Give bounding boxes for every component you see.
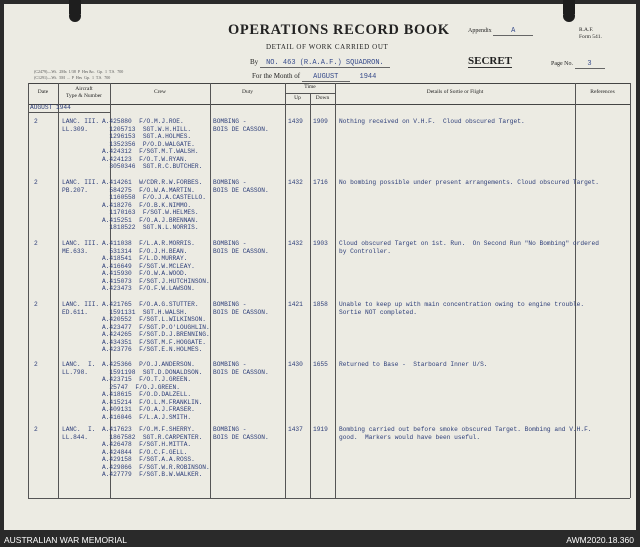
entry-duty: BOMBING - BOIS DE CASSON. <box>213 361 269 376</box>
entry-time-down: 1909 <box>313 118 328 125</box>
entry-crew: A.411038 F/L.A.R.MORRIS. 531314 F/O.J.H.BEAN. A.418541 F/L.D.MURRAY. A.416649 F/SGT.W.MCLEAY. A.415930 F/O.W.A.WOOD. A.415073 F/SGT.J.HUTCHINSON. A.423473 F/O.F.W.LAWSON. <box>102 240 210 292</box>
entry-time-up: 1439 <box>288 118 303 125</box>
col-up: Up <box>294 95 301 101</box>
entry-aircraft: LANC. III. PB.207. <box>62 179 100 194</box>
binder-clip-left <box>69 0 81 14</box>
entry-time-down: 1858 <box>313 301 328 308</box>
entry-aircraft: LANC. III. LL.309. <box>62 118 100 133</box>
rule-down <box>335 83 336 498</box>
entry-details: Unable to keep up with main concentration owing to engine trouble. Sortie NOT completed. <box>339 301 585 316</box>
entry-aircraft: LANC. I. LL.798. <box>62 361 96 376</box>
entry-aircraft: LANC. I. LL.844. <box>62 426 96 441</box>
form-title: OPERATIONS RECORD BOOK <box>228 22 450 38</box>
archive-reference: AWM2020.18.360 <box>566 535 634 545</box>
entry-date: 2 <box>34 301 38 308</box>
entry-duty: BOMBING - BOIS DE CASSON. <box>213 179 269 194</box>
entry-details: Nothing received on V.H.F. Cloud obscured Target. <box>339 118 525 125</box>
entry-aircraft: LANC. III. ME.633. <box>62 240 100 255</box>
entry-crew: A.425366 P/O.J.ANDERSON. 1591198 SGT.D.DONALDSON. A.423715 F/O.T.J.GREEN. 25747 F/O.J.GREEN. A.418615 F/O.D.DALZELL. A.415214 F/O.L.M.FRANKLIN. A.409131 F/O.A.J.FRASER. A.416046 F/L.A.J.SMITH. <box>102 361 203 421</box>
page-label: Page No. <box>551 61 573 67</box>
entry-time-down: 1903 <box>313 240 328 247</box>
entry-crew: A.417623 F/O.M.F.SHERRY. 1867582 SGT.R.CARPENTER. A.426478 F/SGT.H.MITTA. A.424844 F/O.C.F.GELL. A.429158 F/SGT.A.A.ROSS. A.429866 F/SGT.W.R.ROBINSON. A.427779 F/SGT.B.W.WALKER. <box>102 426 210 478</box>
col-duty: Duty <box>242 89 253 95</box>
month-line <box>252 72 376 82</box>
col-references: References <box>590 89 615 95</box>
entry-time-up: 1430 <box>288 361 303 368</box>
appendix <box>468 27 533 36</box>
squadron-name: NO. 463 (R.A.A.F.) SQUADRON. <box>260 59 390 68</box>
squadron-line <box>250 58 390 68</box>
entry-details: Cloud obscured Target on 1st. Run. On Second Run "No Bombing" ordered by Controller. <box>339 240 599 255</box>
entry-date: 2 <box>34 179 38 186</box>
form-subtitle: DETAIL OF WORK CARRIED OUT <box>266 43 389 51</box>
entry-crew: A.425880 F/O.M.J.ROE. 1205713 SGT.W.H.HILL. 1296153 SGT.A.HOLMES. 1352356 P/O.D.WALGATE. A.424312 F/SGT.M.T.WALSH. A.424123 F/O.T.W.RYAN. 3050346 SGT.R.C.BUTCHER. <box>102 118 203 170</box>
col-down: Down <box>315 95 330 101</box>
archive-credit: AUSTRALIAN WAR MEMORIAL <box>4 535 127 545</box>
entry-time-down: 1716 <box>313 179 328 186</box>
col-aircraft: Aircraft Type & Number <box>66 86 102 99</box>
raf-form-number: R.A.F. Form 541. <box>579 27 602 40</box>
printer-note: (C2479)—Wt. 2Mx 1/38 P Hes &c. Gp. 1 T.S. 700 (C1291)—Wt. 5M ... P Hes Gp. 1 T.S. 700 <box>34 69 124 80</box>
month-label: For the Month of <box>252 72 301 80</box>
year-value: 1944 <box>359 73 377 81</box>
col-date: Date <box>37 89 49 95</box>
rule-bottom <box>28 498 630 499</box>
entry-duty: BOMBING - BOIS DE CASSON. <box>213 426 269 441</box>
entry-date: 2 <box>34 240 38 247</box>
entry-time-down: 1919 <box>313 426 328 433</box>
rule-crew <box>210 83 211 498</box>
page-value: 3 <box>575 60 605 69</box>
by-label: By <box>250 58 259 66</box>
appendix-value: A <box>493 27 533 36</box>
entry-time-up: 1432 <box>288 240 303 247</box>
entry-date: 2 <box>34 118 38 125</box>
entry-time-up: 1432 <box>288 179 303 186</box>
entry-time-down: 1655 <box>313 361 328 368</box>
col-time: Time <box>304 84 316 90</box>
entry-time-up: 1421 <box>288 301 303 308</box>
entry-details: No bombing possible under present arrangements. Cloud obscured Target. <box>339 179 599 186</box>
entry-date: 2 <box>34 426 38 433</box>
month-heading: AUGUST 1944 <box>30 104 71 111</box>
entry-duty: BOMBING - BOIS DE CASSON. <box>213 301 269 316</box>
entry-details: Bombing carried out before smoke obscured Target. Bombing and V.H.F. good. Markers would have been useful. <box>339 426 592 441</box>
entry-aircraft: LANC. III. ED.611. <box>62 301 100 316</box>
month-value: AUGUST <box>302 73 350 82</box>
rule-up <box>310 93 311 498</box>
col-details: Details of Sortie or Flight <box>426 89 484 95</box>
entry-crew: A.414261 W/CDR.R.W.FORBES. 584275 F/O.W.A.MARTIN. 1160558 F/O.J.A.CASTELLO. A.418276 F/O.B.K.NIMMO. 1170163 F/SGT.W.HELMES. A.415251 F/O.A.J.BRENNAN. 1818522 SGT.N.L.NORRIS. <box>102 179 206 231</box>
entry-date: 2 <box>34 361 38 368</box>
rule-date <box>58 83 59 498</box>
entry-crew: A.421765 F/O.A.G.STUTTER. 1591131 SGT.H.WALSH. A.420552 F/SGT.L.WILKINSON. A.423477 F/SGT.P.O'LOUGHLIN. A.424265 F/SGT.D.J.BRENNING. A.434351 F/SGT.M.F.HOGGATE. A.423776 F/SGT.E.N.HOLMES. <box>102 301 210 353</box>
page-number <box>551 60 605 69</box>
appendix-label: Appendix <box>468 28 492 34</box>
month-heading-rule <box>28 112 110 113</box>
col-crew: Crew <box>154 89 166 95</box>
entry-duty: BOMBING - BOIS DE CASSON. <box>213 118 269 133</box>
rule-right <box>630 83 631 498</box>
entry-duty: BOMBING - BOIS DE CASSON. <box>213 240 269 255</box>
entry-details: Returned to Base - Starboard Inner U/S. <box>339 361 488 368</box>
rule-left <box>28 83 29 498</box>
binder-clip-right <box>563 0 575 14</box>
entry-time-up: 1437 <box>288 426 303 433</box>
classification-stamp: SECRET <box>468 55 513 67</box>
rule-duty <box>285 83 286 498</box>
